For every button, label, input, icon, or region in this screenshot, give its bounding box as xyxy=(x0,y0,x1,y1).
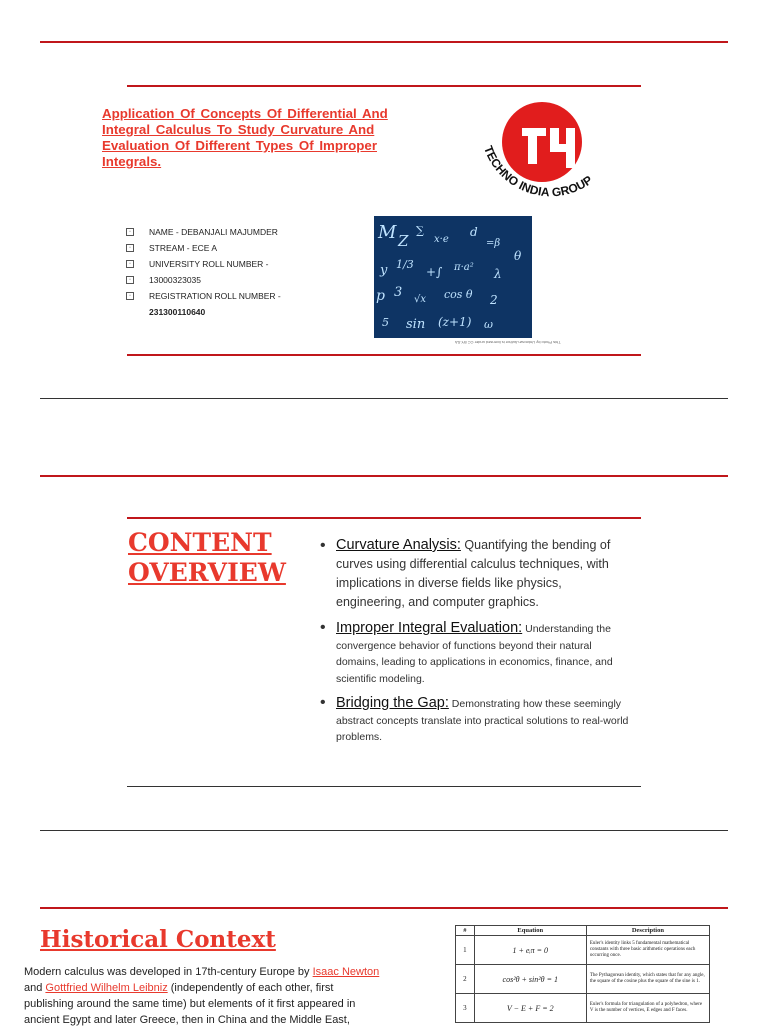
bullet-icon: • xyxy=(320,619,326,636)
slide2-bottom-rule xyxy=(40,830,728,831)
equations-table xyxy=(455,925,710,1023)
info-row xyxy=(126,224,356,240)
header-num: # xyxy=(456,926,475,936)
slide1-inner-top-rule xyxy=(127,85,641,87)
row-description: Euler's formula for triangulation of a polyhedron, where V is the number of vertices, E edges and F faces. xyxy=(586,994,709,1023)
content-overview-title xyxy=(128,528,286,588)
info-row xyxy=(126,288,356,304)
text-part: Modern calculus was developed in 17th-century Europe by xyxy=(24,966,313,978)
leibniz-link[interactable]: Gottfried Wilhelm Leibniz xyxy=(45,982,168,994)
text-part: (independently of each other, first publishing around the same time) but elements of it first appeared in ancient Egypt and later Greece, then in China and the Middle East, xyxy=(24,982,356,1026)
row-equation: V − E + F = 2 xyxy=(474,994,586,1023)
slide1-top-rule xyxy=(40,41,728,43)
info-reg-roll-number: 231300110640 xyxy=(149,307,206,317)
svg-text:3: 3 xyxy=(394,285,403,300)
svg-text:cos θ: cos θ xyxy=(444,288,473,301)
bullet-icon: • xyxy=(320,694,326,711)
info-row xyxy=(126,256,356,272)
row-num: 1 xyxy=(456,936,475,965)
info-row xyxy=(126,272,356,288)
info-univ-roll-label: UNIVERSITY ROLL NUMBER - xyxy=(149,259,269,269)
svg-text:p: p xyxy=(376,288,385,304)
bullet-icon: ▫ xyxy=(126,244,134,252)
row-description: The Pythagorean identity, which states that for any angle, the square of the cosine plus the square of the sine is 1. xyxy=(586,965,709,994)
content-overview-list xyxy=(320,536,632,754)
info-row xyxy=(126,240,356,256)
row-num: 3 xyxy=(456,994,475,1023)
svg-text:Z: Z xyxy=(398,232,409,250)
historical-context-text xyxy=(24,964,380,1028)
svg-text:y: y xyxy=(380,263,388,278)
title-line-2: OVERVIEW xyxy=(128,558,286,587)
svg-text:TECHNO INDIA GROUP: TECHNO INDIA GROUP xyxy=(481,143,595,200)
bullet-icon: ▫ xyxy=(126,228,134,236)
table-header-row xyxy=(456,926,710,936)
table-row xyxy=(456,994,710,1023)
svg-text:1/3: 1/3 xyxy=(396,258,414,271)
list-item xyxy=(320,536,632,612)
slide1-title: Application Of Concepts Of Differential And Integral Calculus To Study Curvature And Evaluation Of Different Types Of Improper Integrals. xyxy=(102,106,388,169)
techno-india-logo xyxy=(474,98,620,206)
item-label: Bridging the Gap: xyxy=(336,695,449,711)
svg-text:π·a²: π·a² xyxy=(454,262,474,273)
header-equation: Equation xyxy=(474,926,586,936)
slide2-inner-top-rule xyxy=(127,517,641,519)
bullet-icon: ▫ xyxy=(126,292,134,300)
svg-text:θ: θ xyxy=(514,249,522,263)
item-label: Curvature Analysis: xyxy=(336,537,461,553)
svg-text:(z+1): (z+1) xyxy=(438,315,472,329)
row-description: Euler's identity links 5 fundamental mathematical constants with three basic arithmetic operations each occurring once. xyxy=(586,936,709,965)
image-caption: This Photo by Unknown Author is licensed under CC BY-SA xyxy=(455,340,561,345)
svg-text:x·e: x·e xyxy=(434,234,449,245)
svg-text:sin: sin xyxy=(406,317,426,332)
math-formulas-image xyxy=(374,216,532,338)
slide2-top-rule xyxy=(40,475,728,477)
table-row xyxy=(456,965,710,994)
info-stream: STREAM - ECE A xyxy=(149,243,218,253)
historical-context-title: Historical Context xyxy=(40,926,276,953)
item-text: Understanding the convergence behavior of functions beyond their natural domains, leading to applications in economics, finance, and scientific modeling. xyxy=(336,623,613,685)
slide2-inner-bottom-rule xyxy=(127,786,641,787)
info-name: NAME - DEBANJALI MAJUMDER xyxy=(149,227,278,237)
list-item xyxy=(320,695,632,746)
svg-text:√x: √x xyxy=(414,294,427,305)
slide3-top-rule xyxy=(40,907,728,909)
svg-text:ω: ω xyxy=(484,318,493,331)
svg-text:M: M xyxy=(378,222,397,243)
slide1-inner-bottom-rule xyxy=(127,354,641,356)
item-text: Quantifying the bending of curves using differential calculus techniques, with implications in diverse fields like physics, engineering, and computer graphics. xyxy=(336,538,611,609)
info-univ-roll-number: 13000323035 xyxy=(149,275,202,285)
item-label: Improper Integral Evaluation: xyxy=(336,620,523,636)
student-info-list xyxy=(126,224,356,320)
header-description: Description xyxy=(586,926,709,936)
table-row xyxy=(456,936,710,965)
title-line-1: CONTENT xyxy=(128,528,272,557)
bullet-icon: • xyxy=(320,537,326,554)
svg-text:5: 5 xyxy=(382,316,389,329)
slide1-bottom-rule xyxy=(40,398,728,399)
list-item xyxy=(320,620,632,687)
svg-text:λ: λ xyxy=(494,267,502,281)
isaac-newton-link[interactable]: Isaac Newton xyxy=(312,966,380,978)
item-text: Demonstrating how these seemingly abstract concepts translate into practical solutions to real-world problems. xyxy=(336,698,629,743)
text-part: and xyxy=(24,982,46,994)
svg-text:+∫: +∫ xyxy=(426,265,443,279)
svg-text:∑: ∑ xyxy=(416,224,424,237)
bullet-icon: ▫ xyxy=(126,276,134,284)
row-num: 2 xyxy=(456,965,475,994)
svg-text:2: 2 xyxy=(490,293,498,307)
row-equation: cos²θ + sin²θ = 1 xyxy=(474,965,586,994)
bullet-icon: ▫ xyxy=(126,260,134,268)
svg-text:d: d xyxy=(470,225,478,239)
info-reg-roll-label: REGISTRATION ROLL NUMBER - xyxy=(149,291,281,301)
row-equation: 1 + eᵢπ = 0 xyxy=(474,936,586,965)
svg-text:=β: =β xyxy=(486,238,501,249)
